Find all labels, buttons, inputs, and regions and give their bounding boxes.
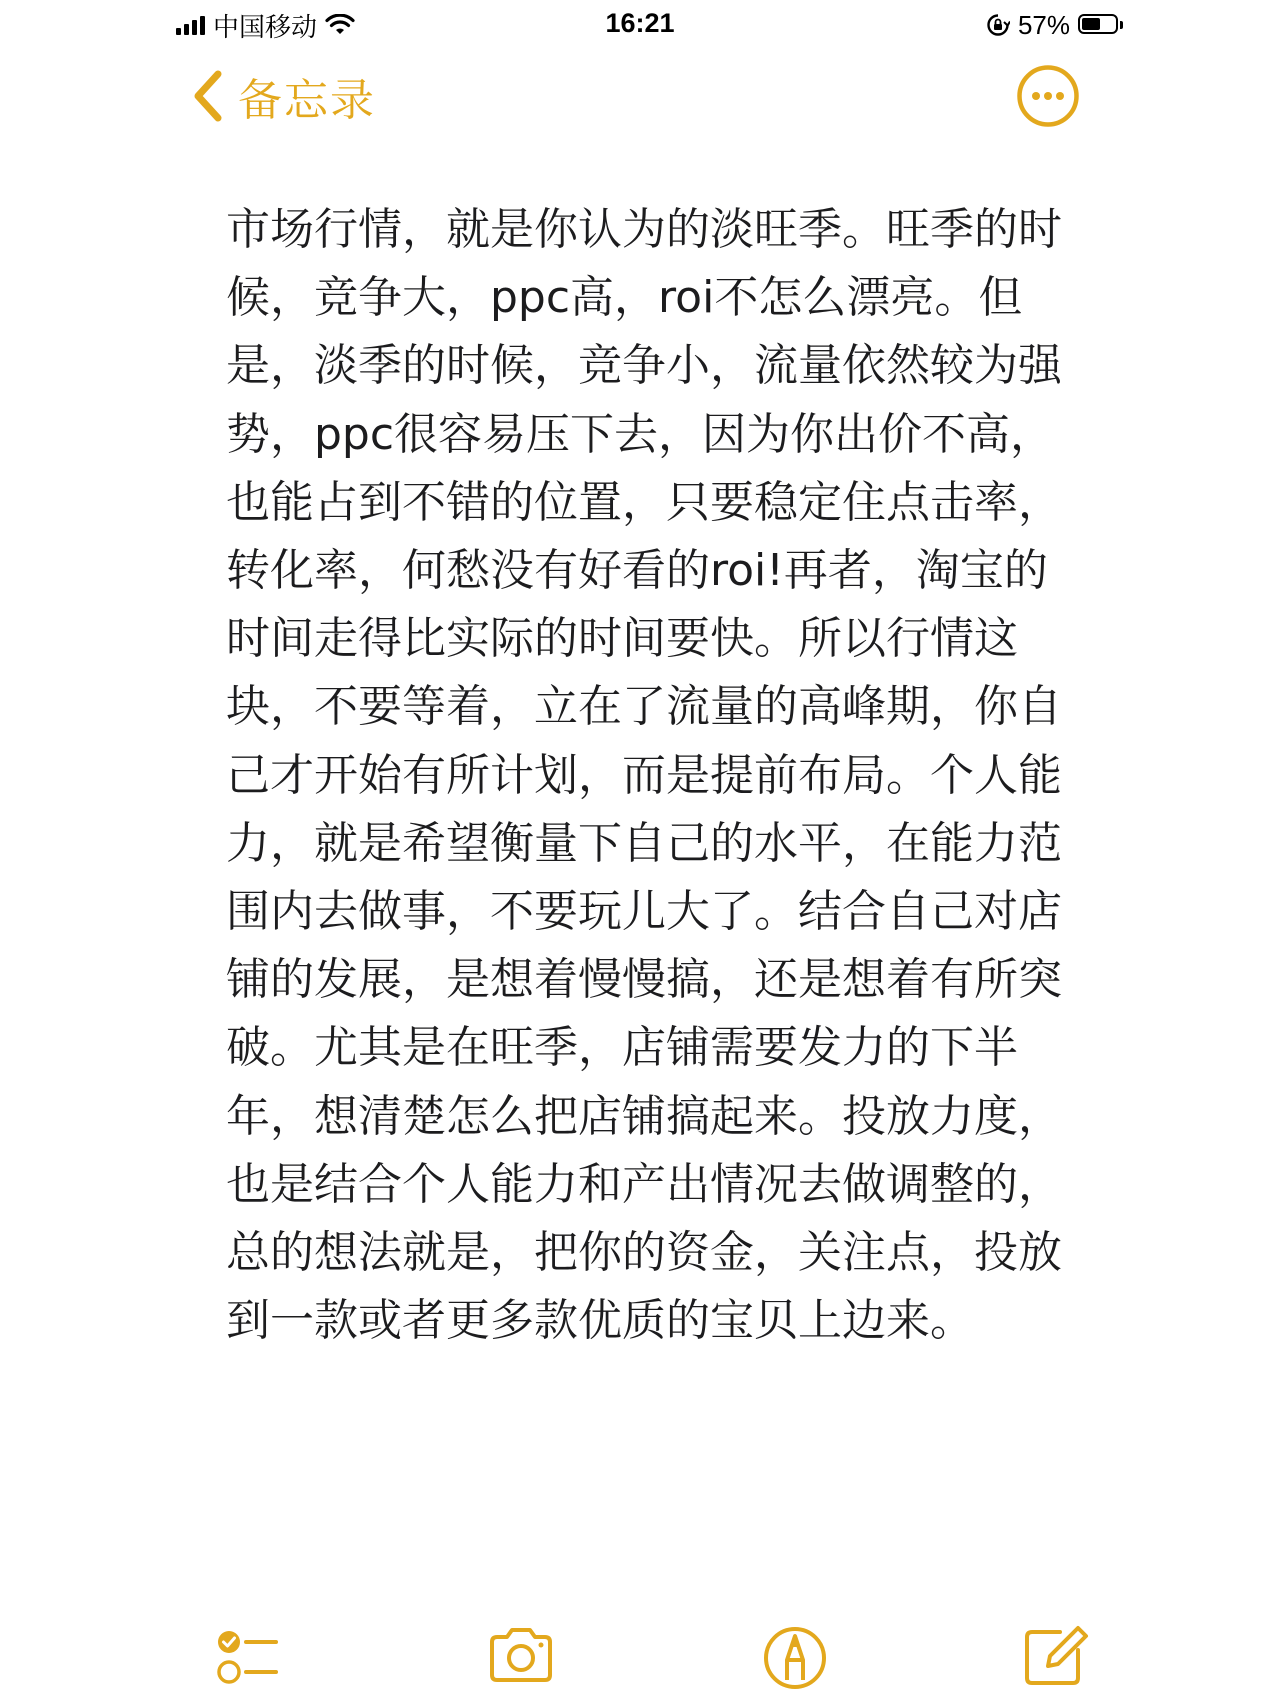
back-button[interactable]: [190, 62, 376, 130]
camera-icon: [486, 1620, 556, 1690]
compose-icon: [1020, 1620, 1090, 1690]
camera-button[interactable]: [486, 1620, 556, 1690]
status-bar: [0, 0, 1280, 50]
status-bar-right: [986, 8, 1124, 42]
more-button[interactable]: [1016, 64, 1080, 128]
battery-percent: 57%: [1017, 9, 1070, 40]
carrier-label: 中国移动: [213, 12, 318, 43]
compose-button[interactable]: [1020, 1620, 1090, 1690]
checklist-button[interactable]: [212, 1620, 282, 1690]
markup-pen-icon: [760, 1620, 830, 1690]
markup-button[interactable]: [760, 1620, 830, 1690]
chevron-left-icon: [190, 68, 224, 124]
checklist-icon: [212, 1620, 282, 1690]
ellipsis-circle-icon: [1016, 64, 1080, 128]
status-time: 16:21: [605, 8, 675, 38]
back-label: 备忘录: [238, 75, 376, 126]
orientation-lock-icon: [986, 13, 1010, 37]
bottom-toolbar: [0, 1620, 1280, 1690]
note-text[interactable]: 市场行情，就是你认为的淡旺季。旺季的时候，竞争大，ppc高，roi不怎么漂亮。但是，淡季的时候，竞争小，流量依然较为强势，ppc很容易压下去，因为你出价不高，也能占到不错的位置，只要稳定住点击率，转化率，何愁没有好看的roi!再者，淘宝的时间走得比实际的时间要快。所以行情这块，不要等着，立在了流量的高峰期，你自己才开始有所计划，而是提前布局。个人能力，就是希望衡量下自己的水平，在能力范围内去做事，不要玩儿大了。结合自己对店铺的发展，是想着慢慢搞，还是想着有所突破。尤其是在旺季，店铺需要发力的下半年，想清楚怎么把店铺搞起来。投放力度，也是结合个人能力和产出情况去做调整的，总的想法就是，把你的资金，关注点，投放到一款或者更多款优质的宝贝上边来。: [226, 204, 1062, 1347]
nav-bar: [0, 56, 1280, 136]
battery-icon: [1078, 14, 1124, 36]
